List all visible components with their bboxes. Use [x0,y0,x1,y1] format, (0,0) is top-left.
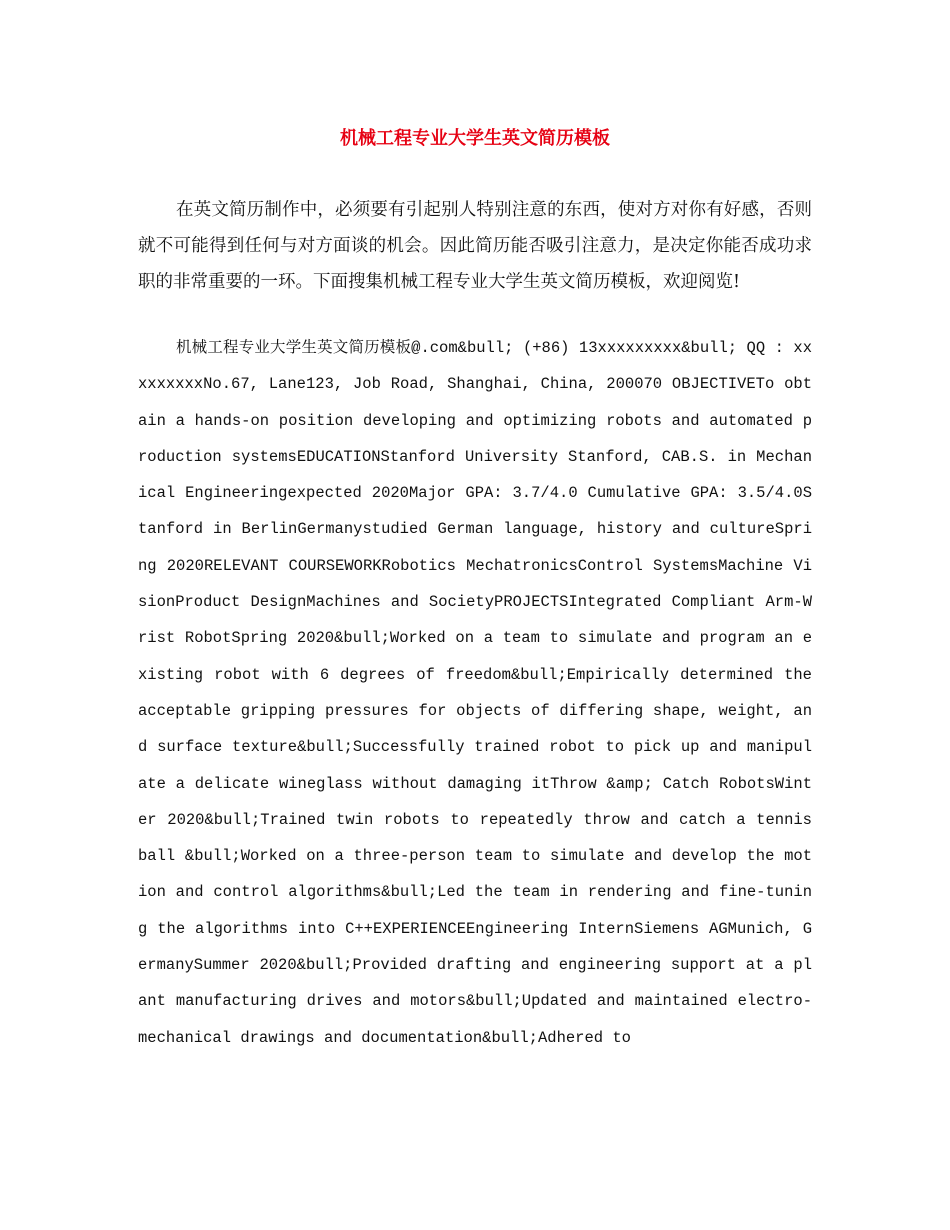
resume-body-paragraph: 机械工程专业大学生英文简历模板@.com&bull; (+86) 13xxxxxxxxx&bull; QQ : xxxxxxxxxNo.67, Lane123, Job Road, Shanghai, China, 200070 OBJECTIVETo obtain a hands-on position developing and optimizing robots and automated production systemsEDUCATIONStanford University Stanford, CAB.S. in Mechanical Engineeringexpected 2020Major GPA: 3.7/4.0 Cumulative GPA: 3.5/4.0Stanford in BerlinGermanystudied German language, history and cultureSpring 2020RELEVANT COURSEWORKRobotics MechatronicsControl SystemsMachine VisionProduct DesignMachines and SocietyPROJECTSIntegrated Compliant Arm-Wrist RobotSpring 2020&bull;Worked on a team to simulate and program an existing robot with 6 degrees of freedom&bull;Empirically determined the acceptable gripping pressures for objects of differing shape, weight, and surface texture&bull;Successfully trained robot to pick up and manipulate a delicate wineglass without damaging itThrow &amp; Catch RobotsWinter 2020&bull;Trained twin robots to repeatedly throw and catch a tennis ball &bull;Worked on a three-person team to simulate and develop the motion and control algorithms&bull;Led the team in rendering and fine-tuning the algorithms into C++EXPERIENCEEngineering InternSiemens AGMunich, GermanySummer 2020&bull;Provided drafting and engineering support at a plant manufacturing drives and motors&bull;Updated and maintained electro-mechanical drawings and documentation&bull;Adhered to [138,339,812,1047]
page-title: 机械工程专业大学生英文简历模板 [340,128,610,149]
intro-paragraph: 在英文简历制作中，必须要有引起别人特别注意的东西，使对方对你有好感，否则就不可能得到任何与对方面谈的机会。因此简历能否吸引注意力，是决定你能否成功求职的非常重要的一环。下面搜集机械工程专业大学生英文简历模板，欢迎阅览! [138,200,812,292]
